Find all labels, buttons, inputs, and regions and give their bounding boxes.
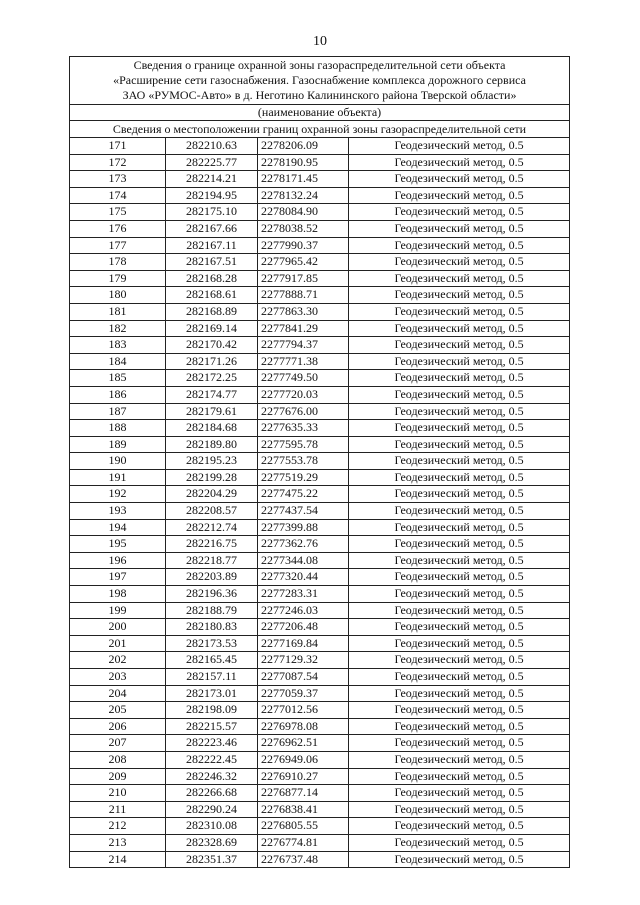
x-coordinate-cell: 282172.25 [166,370,258,387]
method-cell: Геодезический метод, 0.5 [349,204,570,221]
x-coordinate-cell: 282222.45 [166,751,258,768]
x-coordinate-cell: 282167.11 [166,237,258,254]
title-line-1: Сведения о границе охранной зоны газораспределительной сети объекта [133,57,506,72]
table-row [70,503,570,520]
point-number-cell: 182 [70,320,166,337]
y-coordinate-cell: 2278132.24 [258,187,349,204]
boundary-table [69,56,570,868]
y-coordinate-cell: 2277917.85 [258,270,349,287]
y-coordinate-cell: 2276978.08 [258,718,349,735]
method-cell: Геодезический метод, 0.5 [349,320,570,337]
y-coordinate-cell: 2276962.51 [258,735,349,752]
x-coordinate-cell: 282168.61 [166,287,258,304]
method-cell: Геодезический метод, 0.5 [349,602,570,619]
x-coordinate-cell: 282165.45 [166,652,258,669]
table-row [70,386,570,403]
table-row [70,702,570,719]
point-number-cell: 209 [70,768,166,785]
method-cell: Геодезический метод, 0.5 [349,503,570,520]
y-coordinate-cell: 2277749.50 [258,370,349,387]
x-coordinate-cell: 282195.23 [166,453,258,470]
point-number-cell: 171 [70,138,166,155]
method-cell: Геодезический метод, 0.5 [349,619,570,636]
boundary-table-body [70,57,570,868]
point-number-cell: 197 [70,569,166,586]
x-coordinate-cell: 282167.51 [166,254,258,271]
point-number-cell: 214 [70,851,166,868]
point-number-cell: 208 [70,751,166,768]
x-coordinate-cell: 282310.08 [166,818,258,835]
x-coordinate-cell: 282173.01 [166,685,258,702]
y-coordinate-cell: 2277246.03 [258,602,349,619]
y-coordinate-cell: 2277362.76 [258,536,349,553]
x-coordinate-cell: 282170.42 [166,337,258,354]
x-coordinate-cell: 282212.74 [166,519,258,536]
method-cell: Геодезический метод, 0.5 [349,403,570,420]
y-coordinate-cell: 2277595.78 [258,436,349,453]
table-row [70,536,570,553]
point-number-cell: 201 [70,635,166,652]
table-row [70,652,570,669]
point-number-cell: 193 [70,503,166,520]
method-cell: Геодезический метод, 0.5 [349,669,570,686]
y-coordinate-cell: 2277206.48 [258,619,349,636]
x-coordinate-cell: 282194.95 [166,187,258,204]
table-row [70,818,570,835]
method-cell: Геодезический метод, 0.5 [349,552,570,569]
y-coordinate-cell: 2277676.00 [258,403,349,420]
table-row [70,801,570,818]
method-cell: Геодезический метод, 0.5 [349,486,570,503]
table-row [70,254,570,271]
point-number-cell: 188 [70,420,166,437]
method-cell: Геодезический метод, 0.5 [349,785,570,802]
x-coordinate-cell: 282210.63 [166,138,258,155]
table-row [70,453,570,470]
x-coordinate-cell: 282189.80 [166,436,258,453]
document-title [70,57,570,105]
x-coordinate-cell: 282168.28 [166,270,258,287]
method-cell: Геодезический метод, 0.5 [349,685,570,702]
method-cell: Геодезический метод, 0.5 [349,751,570,768]
point-number-cell: 178 [70,254,166,271]
y-coordinate-cell: 2277283.31 [258,586,349,603]
point-number-cell: 203 [70,669,166,686]
title-line-3: ЗАО «РУМОС-Авто» в д. Неготино Калининского района Тверской области» [122,88,517,103]
method-cell: Геодезический метод, 0.5 [349,469,570,486]
table-row [70,337,570,354]
table-row [70,851,570,868]
table-row [70,735,570,752]
table-row [70,552,570,569]
point-number-cell: 187 [70,403,166,420]
method-cell: Геодезический метод, 0.5 [349,834,570,851]
method-cell: Геодезический метод, 0.5 [349,818,570,835]
y-coordinate-cell: 2277863.30 [258,303,349,320]
table-row [70,436,570,453]
point-number-cell: 177 [70,237,166,254]
y-coordinate-cell: 2276877.14 [258,785,349,802]
y-coordinate-cell: 2277888.71 [258,287,349,304]
table-row [70,635,570,652]
point-number-cell: 195 [70,536,166,553]
table-row [70,519,570,536]
y-coordinate-cell: 2278171.45 [258,171,349,188]
y-coordinate-cell: 2277320.44 [258,569,349,586]
table-row [70,619,570,636]
x-coordinate-cell: 282179.61 [166,403,258,420]
x-coordinate-cell: 282188.79 [166,602,258,619]
point-number-cell: 210 [70,785,166,802]
y-coordinate-cell: 2277990.37 [258,237,349,254]
title-line-2: «Расширение сети газоснабжения. Газоснабжение комплекса дорожного сервиса [113,72,526,87]
point-number-cell: 202 [70,652,166,669]
table-row [70,303,570,320]
y-coordinate-cell: 2277344.08 [258,552,349,569]
point-number-cell: 194 [70,519,166,536]
table-row [70,287,570,304]
table-row [70,469,570,486]
y-coordinate-cell: 2278206.09 [258,138,349,155]
table-row [70,403,570,420]
y-coordinate-cell: 2277399.88 [258,519,349,536]
table-row [70,751,570,768]
method-cell: Геодезический метод, 0.5 [349,138,570,155]
table-row [70,138,570,155]
table-row [70,320,570,337]
point-number-cell: 190 [70,453,166,470]
point-number-cell: 174 [70,187,166,204]
method-cell: Геодезический метод, 0.5 [349,652,570,669]
table-row [70,220,570,237]
method-cell: Геодезический метод, 0.5 [349,337,570,354]
y-coordinate-cell: 2276805.55 [258,818,349,835]
point-number-cell: 207 [70,735,166,752]
method-cell: Геодезический метод, 0.5 [349,436,570,453]
y-coordinate-cell: 2277059.37 [258,685,349,702]
x-coordinate-cell: 282225.77 [166,154,258,171]
y-coordinate-cell: 2277087.54 [258,669,349,686]
point-number-cell: 181 [70,303,166,320]
x-coordinate-cell: 282223.46 [166,735,258,752]
point-number-cell: 213 [70,834,166,851]
table-row [70,171,570,188]
point-number-cell: 176 [70,220,166,237]
point-number-cell: 211 [70,801,166,818]
method-cell: Геодезический метод, 0.5 [349,386,570,403]
x-coordinate-cell: 282175.10 [166,204,258,221]
method-cell: Геодезический метод, 0.5 [349,303,570,320]
method-cell: Геодезический метод, 0.5 [349,768,570,785]
x-coordinate-cell: 282157.11 [166,669,258,686]
table-row [70,486,570,503]
x-coordinate-cell: 282266.68 [166,785,258,802]
y-coordinate-cell: 2277720.03 [258,386,349,403]
object-caption: (наименование объекта) [70,105,570,121]
method-cell: Геодезический метод, 0.5 [349,270,570,287]
x-coordinate-cell: 282214.21 [166,171,258,188]
table-row [70,685,570,702]
x-coordinate-cell: 282184.68 [166,420,258,437]
y-coordinate-cell: 2276838.41 [258,801,349,818]
y-coordinate-cell: 2277553.78 [258,453,349,470]
x-coordinate-cell: 282169.14 [166,320,258,337]
table-row [70,669,570,686]
x-coordinate-cell: 282180.83 [166,619,258,636]
point-number-cell: 189 [70,436,166,453]
method-cell: Геодезический метод, 0.5 [349,171,570,188]
y-coordinate-cell: 2276737.48 [258,851,349,868]
method-cell: Геодезический метод, 0.5 [349,735,570,752]
point-number-cell: 198 [70,586,166,603]
x-coordinate-cell: 282198.09 [166,702,258,719]
point-number-cell: 179 [70,270,166,287]
title-row [70,57,570,105]
x-coordinate-cell: 282203.89 [166,569,258,586]
method-cell: Геодезический метод, 0.5 [349,635,570,652]
point-number-cell: 204 [70,685,166,702]
x-coordinate-cell: 282215.57 [166,718,258,735]
y-coordinate-cell: 2277771.38 [258,353,349,370]
point-number-cell: 205 [70,702,166,719]
method-cell: Геодезический метод, 0.5 [349,801,570,818]
y-coordinate-cell: 2276774.81 [258,834,349,851]
table-row [70,834,570,851]
object-caption-row [70,105,570,121]
table-row [70,187,570,204]
point-number-cell: 192 [70,486,166,503]
x-coordinate-cell: 282174.77 [166,386,258,403]
point-number-cell: 196 [70,552,166,569]
table-row [70,154,570,171]
table-row [70,237,570,254]
table-row [70,586,570,603]
table-row [70,785,570,802]
y-coordinate-cell: 2277012.56 [258,702,349,719]
table-row [70,370,570,387]
x-coordinate-cell: 282196.36 [166,586,258,603]
method-cell: Геодезический метод, 0.5 [349,851,570,868]
x-coordinate-cell: 282171.26 [166,353,258,370]
point-number-cell: 183 [70,337,166,354]
x-coordinate-cell: 282167.66 [166,220,258,237]
x-coordinate-cell: 282246.32 [166,768,258,785]
method-cell: Геодезический метод, 0.5 [349,702,570,719]
point-number-cell: 199 [70,602,166,619]
point-number-cell: 175 [70,204,166,221]
point-number-cell: 173 [70,171,166,188]
y-coordinate-cell: 2278190.95 [258,154,349,171]
x-coordinate-cell: 282328.69 [166,834,258,851]
y-coordinate-cell: 2277169.84 [258,635,349,652]
method-cell: Геодезический метод, 0.5 [349,519,570,536]
method-cell: Геодезический метод, 0.5 [349,220,570,237]
table-row [70,569,570,586]
point-number-cell: 206 [70,718,166,735]
y-coordinate-cell: 2277129.32 [258,652,349,669]
x-coordinate-cell: 282208.57 [166,503,258,520]
method-cell: Геодезический метод, 0.5 [349,154,570,171]
method-cell: Геодезический метод, 0.5 [349,420,570,437]
y-coordinate-cell: 2276949.06 [258,751,349,768]
x-coordinate-cell: 282204.29 [166,486,258,503]
x-coordinate-cell: 282199.28 [166,469,258,486]
point-number-cell: 172 [70,154,166,171]
x-coordinate-cell: 282173.53 [166,635,258,652]
y-coordinate-cell: 2277965.42 [258,254,349,271]
method-cell: Геодезический метод, 0.5 [349,536,570,553]
y-coordinate-cell: 2277437.54 [258,503,349,520]
y-coordinate-cell: 2277635.33 [258,420,349,437]
point-number-cell: 184 [70,353,166,370]
x-coordinate-cell: 282351.37 [166,851,258,868]
table-row [70,718,570,735]
y-coordinate-cell: 2277475.22 [258,486,349,503]
method-cell: Геодезический метод, 0.5 [349,453,570,470]
page-number: 10 [313,34,327,49]
table-row [70,420,570,437]
method-cell: Геодезический метод, 0.5 [349,370,570,387]
x-coordinate-cell: 282218.77 [166,552,258,569]
y-coordinate-cell: 2277794.37 [258,337,349,354]
y-coordinate-cell: 2278084.90 [258,204,349,221]
point-number-cell: 180 [70,287,166,304]
method-cell: Геодезический метод, 0.5 [349,718,570,735]
method-cell: Геодезический метод, 0.5 [349,287,570,304]
table-row [70,353,570,370]
method-cell: Геодезический метод, 0.5 [349,586,570,603]
point-number-cell: 212 [70,818,166,835]
point-number-cell: 191 [70,469,166,486]
y-coordinate-cell: 2277519.29 [258,469,349,486]
table-row [70,204,570,221]
method-cell: Геодезический метод, 0.5 [349,353,570,370]
x-coordinate-cell: 282168.89 [166,303,258,320]
x-coordinate-cell: 282290.24 [166,801,258,818]
y-coordinate-cell: 2276910.27 [258,768,349,785]
point-number-cell: 200 [70,619,166,636]
section-title: Сведения о местоположении границ охранной зоны газораспределительной сети [70,121,570,138]
method-cell: Геодезический метод, 0.5 [349,187,570,204]
y-coordinate-cell: 2277841.29 [258,320,349,337]
x-coordinate-cell: 282216.75 [166,536,258,553]
point-number-cell: 185 [70,370,166,387]
method-cell: Геодезический метод, 0.5 [349,254,570,271]
point-number-cell: 186 [70,386,166,403]
table-row [70,602,570,619]
table-row [70,270,570,287]
table-row [70,768,570,785]
section-title-row [70,121,570,138]
method-cell: Геодезический метод, 0.5 [349,237,570,254]
y-coordinate-cell: 2278038.52 [258,220,349,237]
method-cell: Геодезический метод, 0.5 [349,569,570,586]
